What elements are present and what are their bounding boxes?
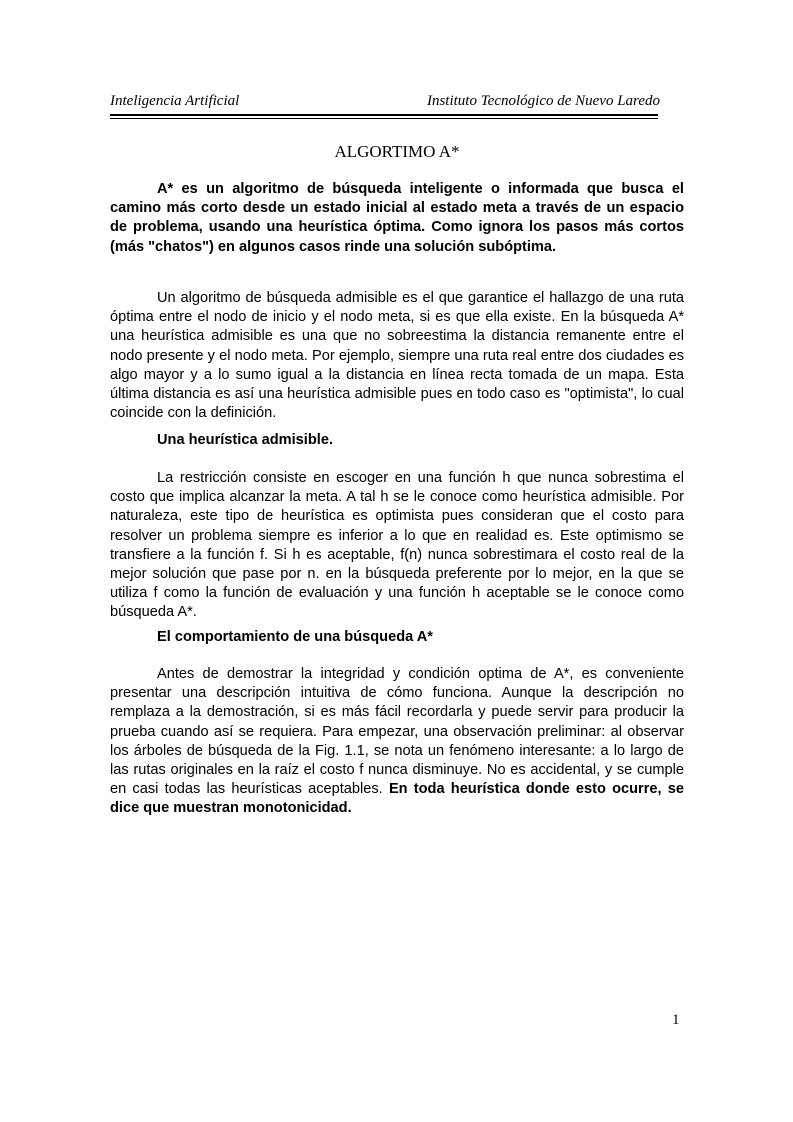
paragraph-restriction: La restricción consiste en escoger en una función h que nunca sobrestima el costo que implica alcanzar la meta. A tal h se le conoce como heurística admisible. Por naturaleza, este tipo de heurística es optimista pues consideran que el costo para resolver un problema siempre es inferior a lo que en realidad es. Este optimismo se transfiere a la función f. Si h es aceptable, f(n) nunca sobrestimara el costo real de la mejor solución que pase por n. en la búsqueda preferente por lo mejor, en la que se utiliza f como la función de evaluación y una función h aceptable se le conoce como búsqueda A*. — [110, 470, 684, 621]
header-course-title: Inteligencia Artificial — [110, 93, 240, 109]
page-title: ALGORTIMO A* — [334, 142, 460, 161]
intro-paragraph: A* es un algoritmo de búsqueda inteligente o informada que busca el camino más corto desde un estado inicial al estado meta a través de un espacio de problema, usando una heurística óptima. Como ignora los pasos más cortos (más "chatos") en algunos casos rinde una solución subóptima. — [110, 181, 684, 255]
header-institution: Instituto Tecnológico de Nuevo Laredo — [426, 93, 660, 109]
running-header — [110, 93, 660, 113]
paragraph-behavior — [110, 665, 684, 819]
paragraph-behavior-emphasis: En toda heurística donde esto ocurre, se dice que muestran monotonicidad. — [110, 781, 684, 817]
paragraph-admissible-search: Un algoritmo de búsqueda admisible es el que garantice el hallazgo de una ruta óptima entre el nodo de inicio y el nodo meta, si es que ella existe. En la búsqueda A* una heurística admisible es una que no sobreestima la distancia remanente entre el nodo presente y el nodo meta. Por ejemplo, siempre una ruta real entre dos ciudades es algo mayor y a lo sumo igual a la distancia en línea recta tomada de un mapa. Esta última distancia es así una heurística admisible pues en todo caso es "optimista", lo cual coincide con la definición. — [110, 290, 684, 422]
header-rule-secondary — [110, 118, 658, 119]
page-number: 1 — [672, 1012, 680, 1028]
header-rule — [110, 114, 658, 116]
paragraph-behavior-text: Antes de demostrar la integridad y condición optima de A*, es conveniente presentar una descripción intuitiva de cómo funciona. Aunque la descripción no remplaza a la demostración, si es más fácil recordarla y puede servir para producir la prueba cuando así se requiera. Para empezar, una observación preliminar: al observar los árboles de búsqueda de la Fig. 1.1, se nota un fenómeno interesante: a lo largo de las rutas originales en la raíz el costo f nunca disminuye. No es accidental, y se cumple en casi todas las heurísticas aceptables. — [110, 666, 684, 798]
section-heading-admissible-heuristic: Una heurística admisible. — [157, 432, 333, 448]
section-heading-behavior: El comportamiento de una búsqueda A* — [157, 629, 433, 645]
